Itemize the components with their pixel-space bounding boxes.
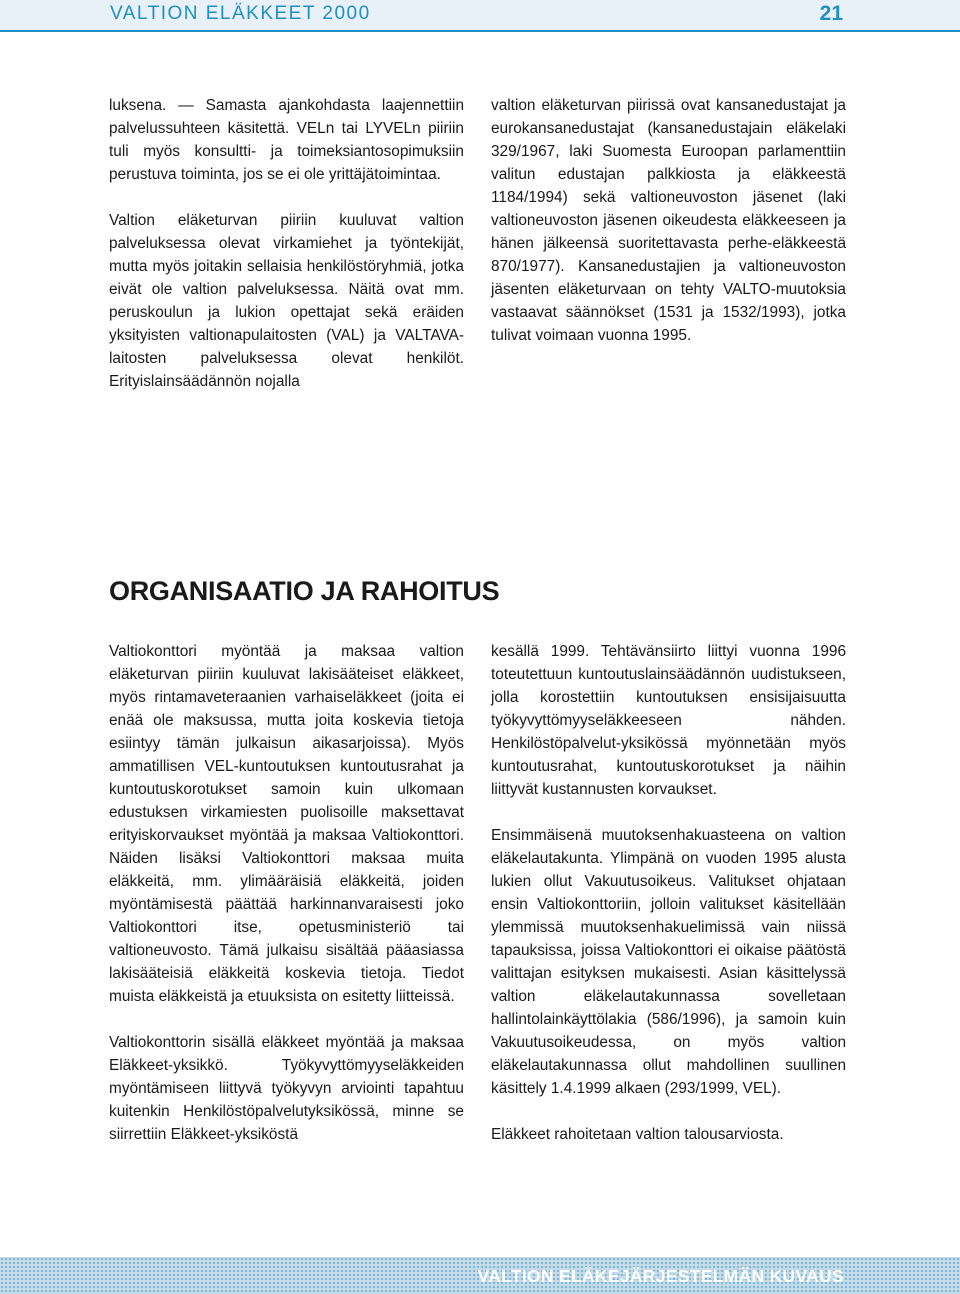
paragraph: Eläkkeet rahoitetaan valtion talousarviosta. [491,1126,784,1143]
paragraph: kesällä 1999. Tehtävänsiirto liittyi vuonna 1996 toteutettuun kuntoutuslainsäädännön uudistukseen, jolla korostettiin kuntoutuksen ensisijaisuutta työkyvyttömyyseläkkeeseen nähden. Henkilöstöpalvelut-yksikössä myönnetään myös kuntoutusrahat, kuntoutuskorotukset ja näihin liittyvät kustannusten korvaukset. [491,643,846,798]
page-number: 21 [819,2,843,25]
running-footer-title: VALTION ELÄKEJÄRJESTELMÄN KUVAUS [477,1266,844,1286]
paragraph: valtion eläketurvan piirissä ovat kansanedustajat ja eurokansanedustajat (kansanedustajain eläkelaki 329/1967, laki Suomesta Euroopan parlamenttiin valitun edustajan palkkiosta ja eläkkeestä 1184/1994) sekä valtioneuvoston jäsenet (laki valtioneuvoston jäsenen oikeudesta eläkkeeseen ja hänen jälkeensä suoritettavasta perhe-eläkkeestä 870/1977). Kansanedustajien ja valtioneuvoston jäsenten eläketurvaan on tehty VALTO-muutoksia vastaavat säännökset (1531 ja 1532/1993), jotka tulivat voimaan vuonna 1995. [491,97,846,344]
paragraph: Valtiokonttori myöntää ja maksaa valtion eläketurvan piiriin kuuluvat lakisääteiset eläkkeet, myös rintamaveteraanien varhaiseläkkeet (joita ei enää ole maksussa, mutta joita koskevia tietoja esiintyy tämän julkaisun aikasarjoissa). Myös ammatillisen VEL-kuntoutuksen kuntoutusrahat ja kuntoutuskorotukset samoin kuin ulkomaan edustuksen virkamiesten puolisoille maksettavat erityiskorvaukset myöntää ja maksaa Valtiokonttori. Näiden lisäksi Valtiokonttori maksaa muita eläkkeitä, mm. ylimääräisiä eläkkeitä, joiden myöntämisestä päättää harkinnanvaraisesti joko Valtiokonttori itse, opetusministeriö tai valtioneuvosto. Tämä julkaisu sisältää pääasiassa lakisääteisiä eläkkeitä koskevia tietoja. Tiedot muista eläkkeistä ja etuuksista on esitetty liitteissä. [109,643,464,1005]
top-left-column [109,94,464,393]
section-heading: ORGANISAATIO JA RAHOITUS [109,576,500,606]
bottom-right-column [491,640,846,1146]
paragraph: luksena. — Samasta ajankohdasta laajennettiin palvelussuhteen käsitettä. VELn tai LYVELn piiriin tuli myös konsultti- ja toimeksiantosopimuksiin perustuva toiminta, jos se ei ole yrittäjätoimintaa. [109,97,464,183]
header-rule [0,30,960,32]
paragraph: Valtion eläketurvan piiriin kuuluvat valtion palveluksessa olevat virkamiehet ja työntekijät, mutta myös joitakin sellaisia henkilöstöryhmiä, jotka eivät ole valtion palveluksessa. Näitä ovat mm. peruskoulun ja lukion opettajat sekä eräiden yksityisten valtionapulaitosten (VAL) ja VALTAVA-laitosten palveluksessa olevat henkilöt. Erityislainsäädännön nojalla [109,212,464,390]
top-right-column [491,94,846,347]
running-header-title: VALTION ELÄKKEET 2000 [110,3,371,24]
bottom-left-column [109,640,464,1146]
paragraph: Ensimmäisenä muutoksenhakuasteena on valtion eläkelautakunta. Ylimpänä on vuoden 1995 alusta lukien ollut Vakuutusoikeus. Valitukset ohjataan ensin Valtiokonttoriin, jolloin valitukset käsitellään ylemmissä muutoksenhakuelimissä vain niissä tapauksissa, joissa Valtiokonttori ei oikaise päätöstä valittajan esityksen mukaisesti. Asian käsittelyssä valtion eläkelautakunnassa sovelletaan hallintolainkäyttölakia (586/1996), ja samoin kuin Vakuutusoikeudessa, on myös valtion eläkelautakunnassa ollut mahdollinen suullinen käsittely 1.4.1999 alkaen (293/1999, VEL). [491,827,846,1097]
paragraph: Valtiokonttorin sisällä eläkkeet myöntää ja maksaa Eläkkeet-yksikkö. Työkyvyttömyyseläkkeiden myöntämiseen liittyvä työkyvyn arviointi tapahtuu kuitenkin Henkilöstöpalvelutyksikössä, minne se siirrettiin Eläkkeet-yksiköstä [109,1034,464,1143]
